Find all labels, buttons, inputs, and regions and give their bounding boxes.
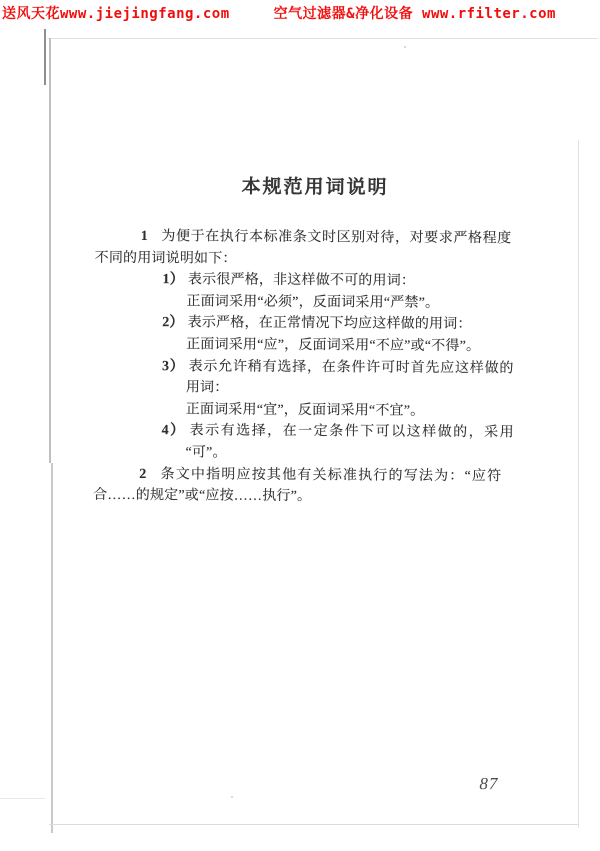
line-text: 不同的用词说明如下： xyxy=(94,250,237,267)
body-line xyxy=(93,463,513,487)
body-line xyxy=(93,485,513,509)
body-line xyxy=(94,355,514,379)
item-number: 3） xyxy=(161,358,185,374)
body-line xyxy=(94,312,514,336)
line-text: 表示严格，在正常情况下均应这样做的用词： xyxy=(187,315,472,333)
line-text: 表示很严格，非这样做不可的用词： xyxy=(187,272,416,289)
line-text: 正面词采用“必须”，反面词采用“严禁”。 xyxy=(186,294,440,311)
item-number: 4） xyxy=(161,423,186,439)
clause-number: 1 xyxy=(140,229,149,245)
clause-number: 2 xyxy=(139,466,148,482)
line-text: 合……的规定”或“应按……执行”。 xyxy=(93,487,312,505)
body-line xyxy=(94,398,514,422)
line-text: 正面词采用“宜”，反面词采用“不宜”。 xyxy=(185,402,425,419)
body-line xyxy=(94,269,514,293)
line-text: 用词： xyxy=(185,380,229,396)
page-number: 87 xyxy=(479,774,499,794)
watermark-right-site: 空气过滤器&净化设备 www.rfilter.com xyxy=(273,6,556,22)
item-number: 1） xyxy=(162,272,184,288)
body-line xyxy=(94,377,514,401)
body-line xyxy=(94,291,514,315)
item-number: 2） xyxy=(162,315,184,331)
line-text: 表示允许稍有选择，在条件许可时首先应这样做的 xyxy=(188,358,515,376)
watermark-left-site: 送风天花www.jiejingfang.com xyxy=(2,6,230,22)
line-text: 正面词采用“应”，反面词采用“不应”或“不得”。 xyxy=(186,337,481,355)
body-line xyxy=(93,442,513,466)
document-title: 本规范用词说明 xyxy=(241,176,389,199)
line-text: 条文中指明应按其他有关标准执行的写法为：“应符 xyxy=(160,466,503,484)
line-text: 表示有选择，在一定条件下可以这样做的，采用 xyxy=(189,423,516,441)
document-body xyxy=(93,226,515,509)
line-text: 为便于在执行本标准条文时区别对待，对要求严格程度 xyxy=(161,229,512,247)
body-line xyxy=(95,247,515,271)
body-line xyxy=(94,420,514,444)
line-text: “可”。 xyxy=(185,445,227,461)
body-line xyxy=(95,226,515,250)
body-line xyxy=(94,334,514,358)
